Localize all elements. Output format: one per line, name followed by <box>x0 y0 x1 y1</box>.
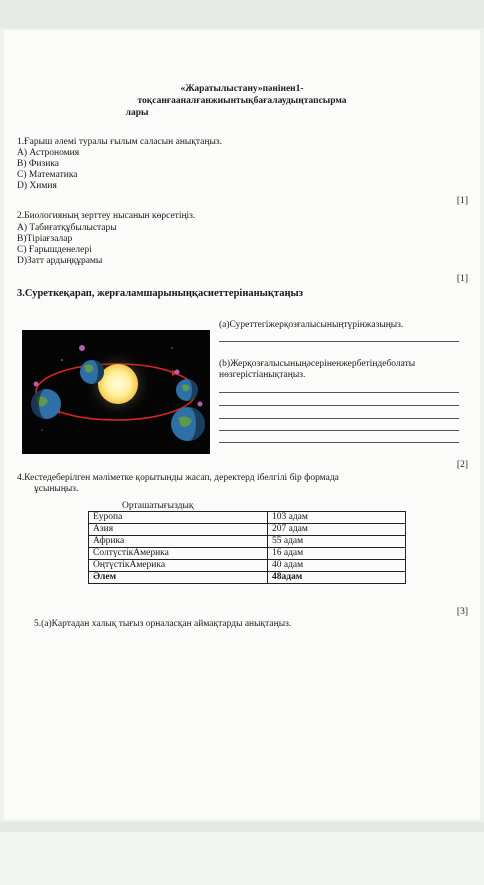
q1-text: 1.Ғарыш әлемі туралы ғылым саласын анықтаңыз. <box>17 137 222 147</box>
table-row <box>89 512 406 524</box>
q3-part-b-line1: (b)Жерқозғалысыныңәсерiненжербетiндеболаты <box>219 359 416 369</box>
earth-left <box>31 389 61 419</box>
q3-text: 3.Суреткеқарап, жерғаламшарыныңқасиеттерінанықтаңыз <box>17 288 303 299</box>
sun-shape <box>98 364 138 404</box>
q5-text: 5.(a)Картадан халық тығыз орналасқан аймақтарды анықтаңыз. <box>34 619 292 629</box>
q2-option-b: B)Тіріағзалар <box>17 234 73 244</box>
q4-text-line2: ұсыныңыз. <box>34 484 79 494</box>
answer-line[interactable] <box>219 341 459 342</box>
q2-mark: [1] <box>456 274 468 284</box>
table-total-row <box>89 572 406 584</box>
value-cell: 40 адам <box>268 560 406 572</box>
q1-option-a: A) Астрономия <box>17 148 80 158</box>
density-table <box>88 511 406 584</box>
bottom-divider-strip <box>0 822 484 832</box>
region-cell: Еуропа <box>89 512 268 524</box>
footer-area <box>0 832 484 885</box>
value-cell: 207 адам <box>268 524 406 536</box>
q1-option-c: C) Математика <box>17 170 78 180</box>
top-toolbar-strip <box>0 0 484 28</box>
worksheet-page <box>4 30 480 820</box>
table-row <box>89 560 406 572</box>
q2-text: 2.Биологияның зерттеу нысанын көрсетіңіз. <box>17 211 196 221</box>
q1-option-b: B) Физика <box>17 159 59 169</box>
q1-option-d: D) Химия <box>17 181 57 191</box>
worksheet-title-line1: «Жаратылыстану»пәнінен1- <box>180 84 304 94</box>
earth-bottom <box>171 407 205 441</box>
worksheet-title-line2: тоқсанғааналғанжиынтықбағалаудыңтапсырма <box>137 96 347 106</box>
earth-orbit-illustration <box>22 330 210 454</box>
region-cell: СолтүстікАмерика <box>89 548 268 560</box>
q3-part-b-line2: нөзгерiстiанықтаңыз. <box>219 370 306 380</box>
table-caption: Орташатығыздық <box>122 501 194 511</box>
value-cell: 103 адам <box>268 512 406 524</box>
q2-option-c: C) Ғарышденелері <box>17 245 92 255</box>
earth-right <box>176 379 198 401</box>
value-cell: 16 адам <box>268 548 406 560</box>
answer-line[interactable] <box>219 442 459 443</box>
q3-part-a: (a)Суреттегіжерқозғалысыныңтүрінжазыңыз. <box>219 320 404 330</box>
region-cell: ОңтүстікАмерика <box>89 560 268 572</box>
q4-mark: [3] <box>456 607 468 617</box>
table-row <box>89 536 406 548</box>
table-row <box>89 524 406 536</box>
q2-option-d: D)Затт ардыңқұрамы <box>17 256 103 266</box>
region-cell: Африка <box>89 536 268 548</box>
q2-option-a: A) Табиғатқұбылыстары <box>17 223 117 233</box>
value-cell: 55 адам <box>268 536 406 548</box>
region-cell: Әлем <box>89 572 268 584</box>
value-cell: 48адам <box>268 572 406 584</box>
earth-orbit-figure <box>22 330 210 454</box>
q3-mark: [2] <box>456 460 468 470</box>
region-cell: Азия <box>89 524 268 536</box>
answer-line[interactable] <box>219 405 459 406</box>
answer-line[interactable] <box>219 430 459 431</box>
answer-line[interactable] <box>219 392 459 393</box>
q4-text-line1: 4.Кестедеберілген мәліметке қорытынды жасап, деректерд ібелгілі бір формада <box>17 473 339 483</box>
answer-line[interactable] <box>219 418 459 419</box>
table-row <box>89 548 406 560</box>
worksheet-title-line3: лары <box>125 108 149 118</box>
q1-mark: [1] <box>456 196 468 206</box>
earth-top <box>80 360 104 384</box>
